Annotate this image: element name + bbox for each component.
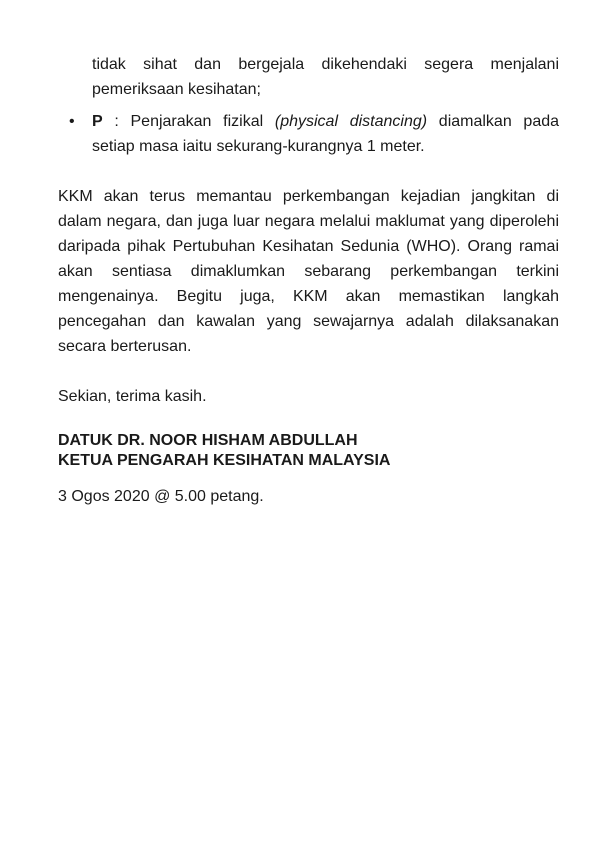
text-line: KKM akan terus memantau perkembangan kejadian jangkitan di <box>58 188 559 205</box>
text-line: daripada pihak Pertubuhan Kesihatan Sedunia (WHO). Orang ramai <box>58 238 559 255</box>
text-line: secara berterusan. <box>58 338 192 355</box>
bullet-lead-letter: P <box>92 113 103 130</box>
text-line: mengenainya. Begitu juga, KKM akan memastikan langkah <box>58 288 559 305</box>
text-segment: diamalkan pada <box>427 113 560 130</box>
text-line <box>92 109 559 134</box>
signatory-title: KETUA PENGARAH KESIHATAN MALAYSIA <box>58 452 391 469</box>
text-line: tidak sihat dan bergejala dikehendaki segera menjalani <box>92 56 559 73</box>
text-line: dalam negara, dan juga luar negara melalui maklumat yang diperolehi <box>58 213 559 230</box>
closing-line: Sekian, terima kasih. <box>58 388 207 405</box>
text-line: setiap masa iaitu sekurang-kurangnya 1 meter. <box>92 138 425 155</box>
signature-block <box>58 431 559 471</box>
italic-phrase: (physical distancing) <box>274 113 428 130</box>
bullet-continuation-block <box>92 52 559 102</box>
text-line: pemeriksaan kesihatan; <box>92 81 261 98</box>
paragraph-kkm <box>58 184 559 359</box>
text-line: pencegahan dan kawalan yang sewajarnya adalah dilaksanakan <box>58 313 559 330</box>
bullet-icon: • <box>69 113 75 130</box>
dateline: 3 Ogos 2020 @ 5.00 petang. <box>58 488 264 505</box>
bullet-item-p <box>69 109 560 159</box>
text-line: akan sentiasa dimaklumkan sebarang perkembangan terkini <box>58 263 559 280</box>
signatory-name: DATUK DR. NOOR HISHAM ABDULLAH <box>58 432 358 449</box>
text-segment: : Penjarakan fizikal <box>102 113 275 130</box>
